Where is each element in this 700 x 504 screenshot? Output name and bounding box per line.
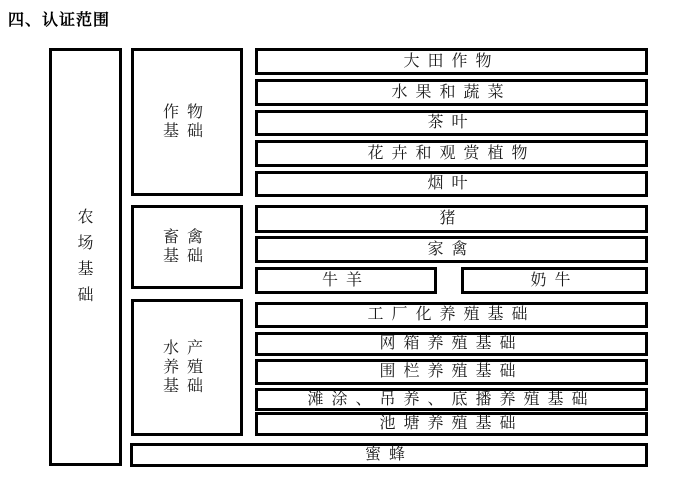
node-mudflat-hanging-bottom-aquaculture xyxy=(255,388,648,411)
group-livestock-poultry-base-label xyxy=(163,228,211,266)
group-aquaculture-base xyxy=(131,299,243,436)
group-aquaculture-base-label xyxy=(163,339,211,396)
node-bees-label: 蜜蜂 xyxy=(364,446,413,463)
node-flowers-ornamentals xyxy=(255,140,648,167)
node-poultry-label: 家禽 xyxy=(427,240,476,258)
node-mudflat-hanging-bottom-aquaculture-label: 滩涂、吊养、底播养殖基础 xyxy=(307,390,596,408)
node-field-crops xyxy=(255,48,648,75)
group-livestock-poultry-base xyxy=(131,205,243,289)
node-tobacco xyxy=(255,171,648,197)
node-pen-aquaculture-label: 围栏养殖基础 xyxy=(379,363,524,380)
node-cage-aquaculture xyxy=(255,332,648,356)
section-title: 四、认证范围 xyxy=(8,12,111,29)
group-crop-base-label-line: 基础 xyxy=(162,123,211,140)
node-flowers-ornamentals-label: 花卉和观赏植物 xyxy=(367,144,536,162)
group-crop-base xyxy=(131,48,243,196)
node-pen-aquaculture xyxy=(255,359,648,385)
node-pig-label: 猪 xyxy=(439,210,464,227)
group-crop-base-label xyxy=(163,103,211,141)
node-bees xyxy=(130,443,648,467)
group-aquaculture-label-line: 水产 xyxy=(162,340,211,357)
node-dairy-cattle-label: 奶牛 xyxy=(530,271,579,289)
node-tobacco-label: 烟叶 xyxy=(427,175,476,192)
node-fruits-vegetables-label: 水果和蔬菜 xyxy=(391,83,512,101)
node-pond-aquaculture xyxy=(255,412,648,436)
group-aquaculture-label-line: 基础 xyxy=(162,378,211,395)
node-factory-aquaculture-label: 工厂化养殖基础 xyxy=(367,306,536,323)
group-crop-base-label-line: 作物 xyxy=(162,104,211,121)
node-cattle-sheep-label: 牛羊 xyxy=(321,271,370,289)
group-livestock-poultry-label-line: 畜禽 xyxy=(162,229,211,246)
group-livestock-poultry-label-line: 基础 xyxy=(162,248,211,265)
node-tea xyxy=(255,110,648,136)
node-pig xyxy=(255,205,648,233)
node-cage-aquaculture-label: 网箱养殖基础 xyxy=(379,335,524,352)
node-fruits-vegetables xyxy=(255,79,648,106)
node-tea-label: 茶叶 xyxy=(427,114,476,131)
node-cattle-sheep xyxy=(255,267,437,294)
node-factory-aquaculture xyxy=(255,302,648,328)
group-aquaculture-label-line: 养殖 xyxy=(162,359,211,376)
node-farm-base xyxy=(49,48,122,466)
node-farm-base-label: 农场基础 xyxy=(77,209,94,304)
node-dairy-cattle xyxy=(461,267,648,294)
node-field-crops-label: 大田作物 xyxy=(403,52,500,70)
node-poultry xyxy=(255,236,648,263)
node-pond-aquaculture-label: 池塘养殖基础 xyxy=(379,415,524,432)
